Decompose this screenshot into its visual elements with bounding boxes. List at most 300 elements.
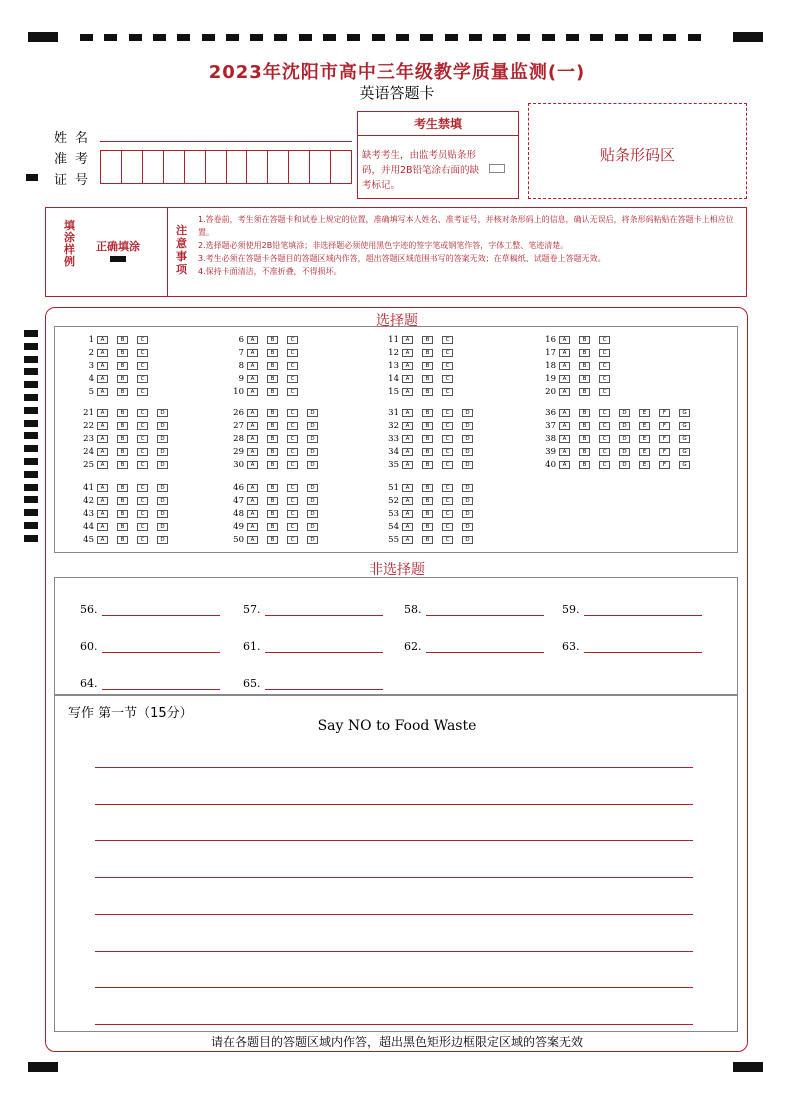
timing-mark: [347, 34, 360, 41]
timing-mark: [396, 34, 409, 41]
mc-question: [542, 459, 699, 471]
answer-bubble[interactable]: D: [307, 448, 318, 456]
blank-line[interactable]: [584, 643, 702, 653]
timing-mark: [24, 445, 38, 452]
answer-bubble[interactable]: B: [422, 362, 433, 370]
answer-bubble[interactable]: D: [157, 523, 168, 531]
answer-bubble[interactable]: C: [287, 484, 298, 492]
answer-bubble[interactable]: A: [97, 336, 108, 344]
footer-note: 请在各题目的答题区域内作答，超出黑色矩形边框限定区域的答案无效: [210, 1035, 583, 1049]
answer-bubble[interactable]: C: [137, 388, 148, 396]
answer-bubble[interactable]: A: [247, 497, 258, 505]
answer-bubble[interactable]: A: [559, 375, 570, 383]
answer-bubble[interactable]: B: [117, 349, 128, 357]
absent-mark-box[interactable]: [489, 164, 505, 173]
answer-bubble[interactable]: A: [97, 523, 108, 531]
answer-bubble[interactable]: A: [247, 388, 258, 396]
answer-bubble[interactable]: A: [247, 409, 258, 417]
answer-bubble[interactable]: A: [97, 409, 108, 417]
answer-bubble[interactable]: B: [422, 448, 433, 456]
answer-bubble[interactable]: C: [137, 510, 148, 518]
writing-line[interactable]: [95, 804, 693, 805]
answer-bubble[interactable]: C: [442, 536, 453, 544]
answer-bubble[interactable]: B: [267, 349, 278, 357]
answer-bubble[interactable]: A: [97, 435, 108, 443]
answer-bubble[interactable]: D: [157, 422, 168, 430]
answer-bubble[interactable]: B: [117, 336, 128, 344]
answer-bubble[interactable]: C: [599, 461, 610, 469]
answer-bubble[interactable]: D: [462, 435, 473, 443]
answer-bubble[interactable]: A: [97, 375, 108, 383]
answer-blank[interactable]: [80, 603, 220, 616]
answer-bubble[interactable]: A: [402, 523, 413, 531]
mc-question: [385, 482, 482, 494]
answer-bubble[interactable]: A: [247, 536, 258, 544]
question-number: 40: [545, 459, 556, 470]
writing-line[interactable]: [95, 877, 693, 878]
answer-bubble[interactable]: A: [402, 461, 413, 469]
blank-line[interactable]: [265, 643, 383, 653]
answer-bubble[interactable]: D: [462, 461, 473, 469]
answer-bubble[interactable]: A: [559, 409, 570, 417]
answer-bubble[interactable]: B: [117, 497, 128, 505]
answer-bubble[interactable]: D: [462, 448, 473, 456]
answer-bubble[interactable]: G: [679, 435, 690, 443]
answer-bubble[interactable]: C: [137, 336, 148, 344]
timing-mark: [24, 394, 38, 401]
answer-bubble[interactable]: G: [679, 461, 690, 469]
answer-bubble[interactable]: C: [442, 484, 453, 492]
answer-bubble[interactable]: D: [619, 435, 630, 443]
answer-bubble[interactable]: D: [307, 422, 318, 430]
answer-bubble[interactable]: B: [579, 422, 590, 430]
timing-mark: [153, 34, 166, 41]
answer-bubble[interactable]: D: [619, 448, 630, 456]
answer-bubble[interactable]: C: [137, 523, 148, 531]
answer-bubble[interactable]: C: [442, 422, 453, 430]
answer-blank[interactable]: [243, 677, 383, 690]
answer-bubble[interactable]: B: [117, 484, 128, 492]
answer-bubble[interactable]: C: [442, 362, 453, 370]
answer-bubble[interactable]: C: [599, 409, 610, 417]
answer-bubble[interactable]: G: [679, 409, 690, 417]
mc-question: [80, 534, 177, 546]
answer-bubble[interactable]: C: [137, 362, 148, 370]
answer-bubble[interactable]: D: [462, 484, 473, 492]
answer-bubble[interactable]: D: [462, 409, 473, 417]
answer-bubble[interactable]: C: [137, 422, 148, 430]
question-number: 32: [388, 420, 399, 431]
answer-bubble[interactable]: D: [619, 461, 630, 469]
answer-bubble[interactable]: E: [639, 422, 650, 430]
answer-bubble[interactable]: B: [267, 536, 278, 544]
answer-bubble[interactable]: A: [559, 388, 570, 396]
question-number: 37: [545, 420, 556, 431]
answer-bubble[interactable]: D: [307, 523, 318, 531]
answer-bubble[interactable]: A: [559, 461, 570, 469]
answer-bubble[interactable]: B: [267, 375, 278, 383]
answer-bubble[interactable]: A: [559, 336, 570, 344]
question-number: 9: [238, 373, 244, 384]
answer-bubble[interactable]: A: [402, 510, 413, 518]
answer-bubble[interactable]: B: [117, 523, 128, 531]
mc-question: [80, 373, 157, 385]
answer-bubble[interactable]: C: [137, 536, 148, 544]
answer-bubble[interactable]: E: [639, 435, 650, 443]
answer-bubble[interactable]: C: [137, 349, 148, 357]
mc-question: [542, 386, 619, 398]
answer-bubble[interactable]: A: [559, 362, 570, 370]
question-number: 46: [233, 483, 244, 493]
answer-bubble[interactable]: C: [137, 435, 148, 443]
answer-bubble[interactable]: D: [462, 510, 473, 518]
answer-bubble[interactable]: B: [579, 409, 590, 417]
question-number: 47: [233, 495, 244, 506]
answer-bubble[interactable]: A: [97, 497, 108, 505]
writing-line[interactable]: [95, 840, 693, 841]
exam-id-boxes[interactable]: [100, 150, 352, 184]
answer-bubble[interactable]: C: [599, 375, 610, 383]
answer-bubble[interactable]: D: [157, 409, 168, 417]
answer-bubble[interactable]: C: [599, 448, 610, 456]
answer-bubble[interactable]: C: [442, 409, 453, 417]
answer-blank[interactable]: [80, 677, 220, 690]
answer-bubble[interactable]: B: [422, 484, 433, 492]
mc-question: [80, 459, 177, 471]
answer-bubble[interactable]: A: [402, 484, 413, 492]
answer-blank[interactable]: [243, 640, 383, 653]
answer-bubble[interactable]: B: [422, 422, 433, 430]
answer-bubble[interactable]: C: [442, 448, 453, 456]
answer-bubble[interactable]: A: [247, 523, 258, 531]
answer-bubble[interactable]: C: [137, 375, 148, 383]
blank-number: 59.: [562, 603, 580, 616]
question-number: 42: [83, 495, 94, 506]
answer-bubble[interactable]: A: [97, 349, 108, 357]
answer-bubble[interactable]: C: [442, 461, 453, 469]
answer-bubble[interactable]: D: [462, 536, 473, 544]
answer-bubble[interactable]: G: [679, 422, 690, 430]
answer-bubble[interactable]: B: [117, 510, 128, 518]
answer-bubble[interactable]: B: [579, 375, 590, 383]
question-number: 15: [388, 386, 399, 397]
answer-blank[interactable]: [243, 603, 383, 616]
answer-bubble[interactable]: A: [247, 375, 258, 383]
answer-bubble[interactable]: D: [157, 484, 168, 492]
answer-bubble[interactable]: C: [287, 362, 298, 370]
answer-bubble[interactable]: B: [422, 349, 433, 357]
answer-bubble[interactable]: D: [307, 409, 318, 417]
answer-bubble[interactable]: C: [287, 461, 298, 469]
barcode-label: 贴条形码区: [599, 146, 675, 164]
answer-bubble[interactable]: F: [659, 435, 670, 443]
question-number: 13: [388, 360, 399, 371]
answer-bubble[interactable]: A: [97, 422, 108, 430]
answer-bubble[interactable]: C: [287, 536, 298, 544]
answer-bubble[interactable]: D: [462, 422, 473, 430]
blank-line[interactable]: [102, 643, 220, 653]
answer-bubble[interactable]: B: [117, 375, 128, 383]
answer-bubble[interactable]: B: [422, 536, 433, 544]
answer-bubble[interactable]: F: [659, 448, 670, 456]
answer-bubble[interactable]: B: [267, 422, 278, 430]
answer-bubble[interactable]: B: [422, 435, 433, 443]
blank-line[interactable]: [102, 680, 220, 690]
answer-bubble[interactable]: C: [287, 336, 298, 344]
answer-bubble[interactable]: B: [117, 388, 128, 396]
answer-bubble[interactable]: D: [157, 497, 168, 505]
answer-bubble[interactable]: B: [117, 448, 128, 456]
answer-bubble[interactable]: C: [599, 435, 610, 443]
answer-bubble[interactable]: B: [117, 422, 128, 430]
answer-bubble[interactable]: C: [137, 461, 148, 469]
timing-mark: [24, 509, 38, 516]
answer-bubble[interactable]: A: [402, 375, 413, 383]
answer-blank[interactable]: [562, 640, 702, 653]
answer-bubble[interactable]: B: [267, 510, 278, 518]
answer-bubble[interactable]: C: [442, 336, 453, 344]
timing-mark: [24, 343, 38, 350]
answer-bubble[interactable]: A: [97, 484, 108, 492]
answer-bubble[interactable]: C: [442, 375, 453, 383]
answer-bubble[interactable]: E: [639, 448, 650, 456]
answer-bubble[interactable]: C: [287, 388, 298, 396]
answer-bubble[interactable]: D: [307, 461, 318, 469]
answer-bubble[interactable]: C: [599, 336, 610, 344]
answer-bubble[interactable]: D: [462, 523, 473, 531]
answer-bubble[interactable]: B: [579, 362, 590, 370]
answer-bubble[interactable]: A: [247, 362, 258, 370]
answer-bubble[interactable]: A: [247, 510, 258, 518]
blank-line[interactable]: [426, 606, 544, 616]
mc-question: [385, 373, 462, 385]
answer-bubble[interactable]: D: [307, 510, 318, 518]
blank-line[interactable]: [426, 643, 544, 653]
answer-bubble[interactable]: C: [137, 409, 148, 417]
mc-question: [385, 508, 482, 520]
answer-bubble[interactable]: B: [422, 336, 433, 344]
writing-line[interactable]: [95, 767, 693, 768]
answer-bubble[interactable]: D: [307, 497, 318, 505]
answer-bubble[interactable]: A: [402, 409, 413, 417]
blank-line[interactable]: [265, 606, 383, 616]
answer-bubble[interactable]: D: [619, 409, 630, 417]
answer-bubble[interactable]: D: [307, 435, 318, 443]
answer-blank[interactable]: [404, 603, 544, 616]
answer-bubble[interactable]: A: [97, 448, 108, 456]
answer-bubble[interactable]: A: [97, 510, 108, 518]
question-number: 17: [545, 347, 556, 358]
answer-bubble[interactable]: C: [442, 497, 453, 505]
answer-bubble[interactable]: F: [659, 409, 670, 417]
answer-bubble[interactable]: D: [307, 484, 318, 492]
answer-bubble[interactable]: B: [267, 388, 278, 396]
answer-bubble[interactable]: B: [422, 388, 433, 396]
mc-question: [80, 495, 177, 507]
answer-bubble[interactable]: D: [157, 461, 168, 469]
blank-line[interactable]: [102, 606, 220, 616]
answer-bubble[interactable]: B: [422, 497, 433, 505]
answer-bubble[interactable]: B: [267, 497, 278, 505]
answer-bubble[interactable]: A: [97, 388, 108, 396]
answer-bubble[interactable]: A: [247, 448, 258, 456]
answer-bubble[interactable]: A: [402, 536, 413, 544]
question-number: 41: [83, 483, 94, 493]
mc-question: [385, 360, 462, 372]
answer-bubble[interactable]: B: [579, 349, 590, 357]
answer-bubble[interactable]: C: [137, 484, 148, 492]
answer-bubble[interactable]: C: [287, 497, 298, 505]
answer-bubble[interactable]: B: [579, 388, 590, 396]
answer-bubble[interactable]: C: [287, 422, 298, 430]
timing-mark: [202, 34, 215, 41]
answer-bubble[interactable]: C: [442, 510, 453, 518]
answer-bubble[interactable]: D: [157, 536, 168, 544]
id-timing-mark: [26, 174, 38, 181]
answer-bubble[interactable]: G: [679, 448, 690, 456]
answer-bubble[interactable]: D: [157, 435, 168, 443]
answer-bubble[interactable]: C: [137, 497, 148, 505]
blank-number: 65.: [243, 677, 261, 690]
answer-bubble[interactable]: B: [267, 435, 278, 443]
answer-blank[interactable]: [562, 603, 702, 616]
answer-bubble[interactable]: B: [117, 536, 128, 544]
answer-bubble[interactable]: C: [287, 510, 298, 518]
answer-bubble[interactable]: B: [422, 409, 433, 417]
answer-bubble[interactable]: C: [287, 375, 298, 383]
answer-blank[interactable]: [80, 640, 220, 653]
answer-bubble[interactable]: B: [267, 461, 278, 469]
answer-bubble[interactable]: C: [599, 362, 610, 370]
answer-bubble[interactable]: C: [287, 435, 298, 443]
answer-bubble[interactable]: A: [402, 388, 413, 396]
answer-bubble[interactable]: A: [97, 536, 108, 544]
answer-bubble[interactable]: C: [442, 388, 453, 396]
answer-bubble[interactable]: E: [639, 461, 650, 469]
answer-bubble[interactable]: B: [422, 510, 433, 518]
writing-line[interactable]: [95, 914, 693, 915]
answer-bubble[interactable]: D: [157, 448, 168, 456]
answer-bubble[interactable]: B: [267, 523, 278, 531]
answer-blank[interactable]: [404, 640, 544, 653]
answer-bubble[interactable]: C: [599, 422, 610, 430]
answer-bubble[interactable]: B: [267, 448, 278, 456]
answer-bubble[interactable]: A: [402, 497, 413, 505]
answer-bubble[interactable]: C: [287, 409, 298, 417]
question-number: 22: [83, 420, 94, 431]
timing-mark: [24, 458, 38, 465]
answer-bubble[interactable]: A: [402, 422, 413, 430]
answer-bubble[interactable]: F: [659, 422, 670, 430]
answer-bubble[interactable]: B: [267, 336, 278, 344]
answer-bubble[interactable]: B: [117, 409, 128, 417]
answer-bubble[interactable]: D: [157, 510, 168, 518]
page-subtitle: 英语答题卡: [359, 84, 435, 102]
answer-bubble[interactable]: A: [402, 362, 413, 370]
answer-bubble[interactable]: A: [247, 461, 258, 469]
answer-bubble[interactable]: B: [579, 461, 590, 469]
answer-bubble[interactable]: B: [579, 435, 590, 443]
answer-bubble[interactable]: C: [287, 523, 298, 531]
answer-bubble[interactable]: C: [442, 435, 453, 443]
answer-bubble[interactable]: A: [402, 336, 413, 344]
answer-bubble[interactable]: A: [247, 435, 258, 443]
mc-question: [80, 420, 177, 432]
mc-question: [542, 433, 699, 445]
answer-bubble[interactable]: B: [117, 435, 128, 443]
answer-bubble[interactable]: F: [659, 461, 670, 469]
answer-bubble[interactable]: A: [247, 349, 258, 357]
name-label: 姓名: [54, 131, 97, 146]
answer-bubble[interactable]: C: [442, 523, 453, 531]
answer-bubble[interactable]: C: [599, 388, 610, 396]
answer-bubble[interactable]: D: [619, 422, 630, 430]
answer-bubble[interactable]: A: [402, 448, 413, 456]
answer-bubble[interactable]: C: [287, 349, 298, 357]
question-number: 7: [238, 347, 244, 358]
answer-bubble[interactable]: A: [247, 422, 258, 430]
answer-bubble[interactable]: C: [442, 349, 453, 357]
answer-bubble[interactable]: B: [579, 448, 590, 456]
question-number: 4: [88, 373, 94, 384]
notes-label: 注意事项: [176, 224, 187, 276]
answer-bubble[interactable]: B: [579, 336, 590, 344]
answer-bubble[interactable]: B: [422, 523, 433, 531]
answer-bubble[interactable]: A: [559, 435, 570, 443]
question-number: 21: [83, 408, 94, 418]
answer-bubble[interactable]: C: [287, 448, 298, 456]
answer-bubble[interactable]: A: [97, 461, 108, 469]
answer-bubble[interactable]: D: [307, 536, 318, 544]
writing-line[interactable]: [95, 1024, 693, 1025]
answer-bubble[interactable]: A: [559, 448, 570, 456]
blank-line[interactable]: [265, 680, 383, 690]
mc-question: [230, 373, 307, 385]
writing-line[interactable]: [95, 987, 693, 988]
question-number: 36: [545, 408, 556, 418]
writing-line[interactable]: [95, 951, 693, 952]
answer-bubble[interactable]: B: [267, 409, 278, 417]
answer-bubble[interactable]: B: [117, 362, 128, 370]
answer-bubble[interactable]: B: [422, 375, 433, 383]
page-title: 2023年沈阳市高中三年级教学质量监测(一): [208, 62, 586, 83]
mc-question: [230, 521, 327, 533]
question-number: 12: [388, 347, 399, 358]
name-field[interactable]: [100, 141, 352, 142]
answer-bubble[interactable]: A: [247, 484, 258, 492]
answer-bubble[interactable]: B: [267, 362, 278, 370]
answer-bubble[interactable]: A: [97, 362, 108, 370]
answer-bubble[interactable]: C: [599, 349, 610, 357]
mc-question: [542, 373, 619, 385]
answer-bubble[interactable]: A: [559, 349, 570, 357]
answer-bubble[interactable]: E: [639, 409, 650, 417]
answer-bubble[interactable]: A: [559, 422, 570, 430]
mc-question: [230, 347, 307, 359]
mc-question: [80, 433, 177, 445]
answer-bubble[interactable]: A: [247, 336, 258, 344]
question-number: 34: [388, 446, 399, 457]
blank-line[interactable]: [584, 606, 702, 616]
answer-bubble[interactable]: B: [117, 461, 128, 469]
question-number: 52: [388, 495, 399, 506]
answer-bubble[interactable]: B: [267, 484, 278, 492]
answer-bubble[interactable]: A: [402, 349, 413, 357]
answer-bubble[interactable]: B: [422, 461, 433, 469]
answer-bubble[interactable]: C: [137, 448, 148, 456]
answer-bubble[interactable]: A: [402, 435, 413, 443]
answer-bubble[interactable]: D: [462, 497, 473, 505]
